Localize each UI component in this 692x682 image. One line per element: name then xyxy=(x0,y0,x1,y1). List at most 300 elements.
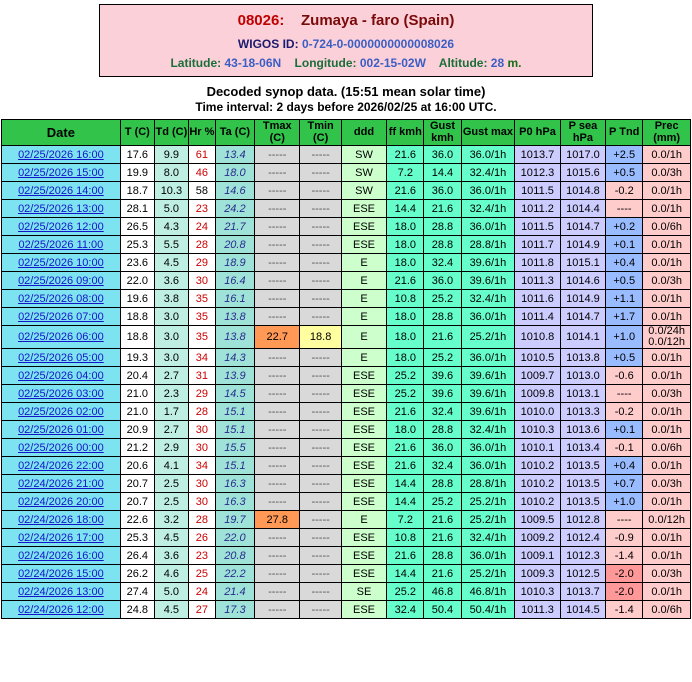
cell-pressure-sea: 1014.4 xyxy=(560,200,605,218)
table-row xyxy=(2,547,691,565)
cell-dewpoint: 3.2 xyxy=(154,511,188,529)
station-name: Zumaya - faro (Spain) xyxy=(301,12,455,29)
cell-wind-speed: 18.0 xyxy=(387,236,424,254)
cell-temperature: 19.3 xyxy=(120,349,154,367)
cell-precipitation: 0.0/1h xyxy=(643,529,691,547)
cell-apparent-temperature: 20.8 xyxy=(215,236,254,254)
cell-tmax: ----- xyxy=(255,218,300,236)
cell-tmax: ----- xyxy=(255,403,300,421)
row-date-link[interactable]: 02/25/2026 01:00 xyxy=(2,421,121,439)
cell-dewpoint: 5.5 xyxy=(154,236,188,254)
cell-humidity: 31 xyxy=(188,367,215,385)
cell-precipitation: 0.0/12h xyxy=(643,511,691,529)
row-date-link[interactable]: 02/24/2026 15:00 xyxy=(2,565,121,583)
latitude-value: 43-18-06N xyxy=(224,56,282,70)
cell-apparent-temperature: 13.8 xyxy=(215,326,254,349)
cell-pressure-sea: 1014.5 xyxy=(560,601,605,619)
cell-pressure-sea: 1013.5 xyxy=(560,457,605,475)
coords-line xyxy=(106,56,586,70)
table-row xyxy=(2,218,691,236)
cell-pressure-station: 1010.0 xyxy=(515,403,560,421)
cell-gust-max: 25.2/1h xyxy=(461,565,515,583)
table-row xyxy=(2,236,691,254)
cell-humidity: 58 xyxy=(188,182,215,200)
column-header-prec: Prec (mm) xyxy=(643,120,691,146)
cell-pressure-tendency: -0.6 xyxy=(606,367,643,385)
cell-tmin: ----- xyxy=(300,349,341,367)
cell-pressure-station: 1011.4 xyxy=(515,308,560,326)
table-row xyxy=(2,254,691,272)
cell-wind-speed: 14.4 xyxy=(387,565,424,583)
cell-temperature: 25.3 xyxy=(120,529,154,547)
cell-pressure-sea: 1013.7 xyxy=(560,583,605,601)
table-row xyxy=(2,583,691,601)
cell-tmin: ----- xyxy=(300,164,341,182)
cell-humidity: 27 xyxy=(188,601,215,619)
cell-apparent-temperature: 21.7 xyxy=(215,218,254,236)
cell-tmin: ----- xyxy=(300,475,341,493)
cell-apparent-temperature: 22.2 xyxy=(215,565,254,583)
column-header-ddd: ddd xyxy=(341,120,386,146)
cell-wind-speed: 21.6 xyxy=(387,182,424,200)
cell-pressure-tendency: ---- xyxy=(606,385,643,403)
row-date-link[interactable]: 02/25/2026 07:00 xyxy=(2,308,121,326)
cell-precipitation: 0.0/3h xyxy=(643,565,691,583)
cell-tmin: ----- xyxy=(300,254,341,272)
cell-temperature: 20.4 xyxy=(120,367,154,385)
cell-tmin: ----- xyxy=(300,385,341,403)
cell-gust: 21.6 xyxy=(424,529,461,547)
cell-pressure-sea: 1012.4 xyxy=(560,529,605,547)
cell-temperature: 22.6 xyxy=(120,511,154,529)
wigos-label: WIGOS ID: xyxy=(237,37,299,51)
cell-gust-max: 28.8/1h xyxy=(461,236,515,254)
cell-pressure-sea: 1014.6 xyxy=(560,272,605,290)
cell-wind-direction: E xyxy=(341,290,386,308)
cell-pressure-tendency: +0.5 xyxy=(606,164,643,182)
table-row xyxy=(2,421,691,439)
cell-tmax: ----- xyxy=(255,164,300,182)
cell-wind-direction: ESE xyxy=(341,565,386,583)
table-body xyxy=(2,146,691,619)
cell-wind-direction: ESE xyxy=(341,403,386,421)
altitude-value: 28 xyxy=(490,56,505,70)
cell-apparent-temperature: 14.6 xyxy=(215,182,254,200)
cell-precipitation: 0.0/3h xyxy=(643,272,691,290)
cell-wind-speed: 21.6 xyxy=(387,547,424,565)
cell-pressure-tendency: -2.0 xyxy=(606,583,643,601)
table-row xyxy=(2,290,691,308)
column-header-tmax: Tmax (C) xyxy=(255,120,300,146)
row-date-link[interactable]: 02/25/2026 02:00 xyxy=(2,403,121,421)
column-header-ptnd: P Tnd xyxy=(606,120,643,146)
cell-tmax: ----- xyxy=(255,529,300,547)
cell-precipitation: 0.0/1h xyxy=(643,457,691,475)
cell-pressure-station: 1009.3 xyxy=(515,565,560,583)
row-date-link[interactable]: 02/25/2026 16:00 xyxy=(2,146,121,164)
cell-gust: 36.0 xyxy=(424,182,461,200)
row-date-link[interactable]: 02/25/2026 08:00 xyxy=(2,290,121,308)
cell-wind-direction: SW xyxy=(341,182,386,200)
cell-pressure-tendency: -0.2 xyxy=(606,182,643,200)
row-date-link[interactable]: 02/25/2026 14:00 xyxy=(2,182,121,200)
cell-wind-speed: 25.2 xyxy=(387,583,424,601)
cell-gust: 21.6 xyxy=(424,565,461,583)
altitude-label: Altitude: xyxy=(438,56,488,70)
cell-temperature: 25.3 xyxy=(120,236,154,254)
longitude-label: Longitude: xyxy=(294,56,357,70)
cell-dewpoint: 3.0 xyxy=(154,349,188,367)
row-date-link[interactable]: 02/25/2026 04:00 xyxy=(2,367,121,385)
cell-gust-max: 32.4/1h xyxy=(461,421,515,439)
cell-temperature: 24.8 xyxy=(120,601,154,619)
cell-pressure-sea: 1012.8 xyxy=(560,511,605,529)
cell-gust: 28.8 xyxy=(424,475,461,493)
cell-tmin: ----- xyxy=(300,272,341,290)
cell-wind-direction: ESE xyxy=(341,439,386,457)
cell-humidity: 23 xyxy=(188,547,215,565)
cell-humidity: 30 xyxy=(188,475,215,493)
cell-tmin: ----- xyxy=(300,236,341,254)
cell-tmax: ----- xyxy=(255,254,300,272)
cell-pressure-station: 1011.6 xyxy=(515,290,560,308)
cell-apparent-temperature: 13.4 xyxy=(215,146,254,164)
cell-dewpoint: 4.5 xyxy=(154,254,188,272)
cell-wind-speed: 18.0 xyxy=(387,421,424,439)
cell-pressure-station: 1010.1 xyxy=(515,439,560,457)
cell-tmin: ----- xyxy=(300,308,341,326)
table-row xyxy=(2,146,691,164)
cell-gust: 21.6 xyxy=(424,200,461,218)
cell-pressure-tendency: +0.4 xyxy=(606,254,643,272)
cell-dewpoint: 3.6 xyxy=(154,547,188,565)
cell-pressure-station: 1010.5 xyxy=(515,349,560,367)
row-date-link[interactable]: 02/24/2026 13:00 xyxy=(2,583,121,601)
cell-apparent-temperature: 20.8 xyxy=(215,547,254,565)
table-row xyxy=(2,475,691,493)
cell-gust: 32.4 xyxy=(424,457,461,475)
cell-humidity: 23 xyxy=(188,200,215,218)
cell-tmax: ----- xyxy=(255,493,300,511)
cell-precipitation: 0.0/3h xyxy=(643,385,691,403)
cell-wind-speed: 32.4 xyxy=(387,601,424,619)
cell-precipitation: 0.0/1h xyxy=(643,254,691,272)
cell-humidity: 35 xyxy=(188,326,215,349)
table-row xyxy=(2,565,691,583)
cell-wind-direction: ESE xyxy=(341,385,386,403)
cell-apparent-temperature: 13.9 xyxy=(215,367,254,385)
cell-dewpoint: 4.5 xyxy=(154,601,188,619)
cell-precipitation: 0.0/24h 0.0/12h xyxy=(643,326,691,349)
cell-wind-speed: 7.2 xyxy=(387,164,424,182)
cell-tmin: ----- xyxy=(300,565,341,583)
cell-temperature: 21.0 xyxy=(120,385,154,403)
cell-gust-max: 32.4/1h xyxy=(461,164,515,182)
cell-dewpoint: 4.6 xyxy=(154,565,188,583)
cell-gust-max: 46.8/1h xyxy=(461,583,515,601)
row-date-link[interactable]: 02/24/2026 17:00 xyxy=(2,529,121,547)
table-row xyxy=(2,439,691,457)
cell-humidity: 28 xyxy=(188,236,215,254)
cell-gust-max: 36.0/1h xyxy=(461,439,515,457)
row-date-link[interactable]: 02/25/2026 00:00 xyxy=(2,439,121,457)
cell-humidity: 30 xyxy=(188,439,215,457)
cell-dewpoint: 2.3 xyxy=(154,385,188,403)
row-date-link[interactable]: 02/25/2026 15:00 xyxy=(2,164,121,182)
cell-wind-direction: ESE xyxy=(341,236,386,254)
cell-tmax: 27.8 xyxy=(255,511,300,529)
cell-pressure-sea: 1014.7 xyxy=(560,218,605,236)
cell-dewpoint: 4.5 xyxy=(154,529,188,547)
wigos-value: 0-724-0-0000000000008026 xyxy=(301,37,455,51)
cell-precipitation: 0.0/1h xyxy=(643,308,691,326)
cell-gust: 39.6 xyxy=(424,367,461,385)
row-date-link[interactable]: 02/25/2026 09:00 xyxy=(2,272,121,290)
row-date-link[interactable]: 02/24/2026 12:00 xyxy=(2,601,121,619)
altitude-unit: m. xyxy=(507,56,522,70)
cell-humidity: 28 xyxy=(188,403,215,421)
row-date-link[interactable]: 02/24/2026 18:00 xyxy=(2,511,121,529)
cell-pressure-station: 1010.3 xyxy=(515,583,560,601)
cell-gust: 39.6 xyxy=(424,385,461,403)
cell-gust-max: 28.8/1h xyxy=(461,475,515,493)
cell-humidity: 24 xyxy=(188,583,215,601)
column-header-gust-max: Gust max xyxy=(461,120,515,146)
synop-data-table xyxy=(1,119,691,619)
cell-gust: 28.8 xyxy=(424,421,461,439)
cell-temperature: 20.7 xyxy=(120,475,154,493)
table-row xyxy=(2,349,691,367)
cell-wind-direction: SE xyxy=(341,583,386,601)
cell-pressure-tendency: -1.4 xyxy=(606,601,643,619)
cell-gust: 28.8 xyxy=(424,547,461,565)
cell-apparent-temperature: 15.1 xyxy=(215,403,254,421)
cell-tmin: ----- xyxy=(300,403,341,421)
cell-precipitation: 0.0/3h xyxy=(643,475,691,493)
cell-gust-max: 50.4/1h xyxy=(461,601,515,619)
cell-tmax: ----- xyxy=(255,601,300,619)
column-header-td: Td (C) xyxy=(154,120,188,146)
row-date-link[interactable]: 02/25/2026 11:00 xyxy=(2,236,121,254)
cell-gust-max: 39.6/1h xyxy=(461,272,515,290)
cell-pressure-tendency: +0.5 xyxy=(606,349,643,367)
row-date-link[interactable]: 02/24/2026 22:00 xyxy=(2,457,121,475)
cell-precipitation: 0.0/1h xyxy=(643,367,691,385)
cell-apparent-temperature: 16.4 xyxy=(215,272,254,290)
cell-wind-speed: 18.0 xyxy=(387,218,424,236)
cell-apparent-temperature: 19.7 xyxy=(215,511,254,529)
cell-pressure-station: 1011.5 xyxy=(515,182,560,200)
cell-wind-direction: E xyxy=(341,326,386,349)
cell-gust: 21.6 xyxy=(424,326,461,349)
table-row xyxy=(2,511,691,529)
table-row xyxy=(2,308,691,326)
cell-wind-direction: E xyxy=(341,254,386,272)
cell-pressure-station: 1011.3 xyxy=(515,272,560,290)
cell-gust-max: 32.4/1h xyxy=(461,290,515,308)
cell-pressure-station: 1009.7 xyxy=(515,367,560,385)
cell-pressure-tendency: -2.0 xyxy=(606,565,643,583)
row-date-link[interactable]: 02/24/2026 16:00 xyxy=(2,547,121,565)
cell-gust-max: 36.0/1h xyxy=(461,146,515,164)
cell-temperature: 23.6 xyxy=(120,254,154,272)
cell-temperature: 20.7 xyxy=(120,493,154,511)
cell-wind-direction: ESE xyxy=(341,457,386,475)
cell-pressure-tendency: +1.7 xyxy=(606,308,643,326)
cell-humidity: 34 xyxy=(188,349,215,367)
cell-gust: 21.6 xyxy=(424,511,461,529)
cell-wind-speed: 21.6 xyxy=(387,272,424,290)
table-row xyxy=(2,403,691,421)
cell-apparent-temperature: 15.5 xyxy=(215,439,254,457)
cell-tmin: ----- xyxy=(300,218,341,236)
cell-apparent-temperature: 15.1 xyxy=(215,457,254,475)
cell-humidity: 30 xyxy=(188,272,215,290)
cell-pressure-sea: 1013.6 xyxy=(560,421,605,439)
cell-gust-max: 36.0/1h xyxy=(461,308,515,326)
cell-temperature: 21.0 xyxy=(120,403,154,421)
row-date-link[interactable]: 02/24/2026 20:00 xyxy=(2,493,121,511)
cell-pressure-sea: 1012.3 xyxy=(560,547,605,565)
cell-pressure-station: 1011.2 xyxy=(515,200,560,218)
cell-wind-speed: 21.6 xyxy=(387,403,424,421)
cell-pressure-sea: 1014.1 xyxy=(560,326,605,349)
cell-tmin: ----- xyxy=(300,146,341,164)
cell-dewpoint: 3.0 xyxy=(154,326,188,349)
cell-pressure-sea: 1013.1 xyxy=(560,385,605,403)
cell-tmin: ----- xyxy=(300,493,341,511)
cell-dewpoint: 3.6 xyxy=(154,272,188,290)
cell-dewpoint: 5.0 xyxy=(154,583,188,601)
cell-pressure-sea: 1013.5 xyxy=(560,493,605,511)
cell-temperature: 21.2 xyxy=(120,439,154,457)
cell-apparent-temperature: 16.3 xyxy=(215,493,254,511)
cell-apparent-temperature: 22.0 xyxy=(215,529,254,547)
cell-dewpoint: 3.0 xyxy=(154,308,188,326)
cell-apparent-temperature: 14.5 xyxy=(215,385,254,403)
cell-wind-direction: ESE xyxy=(341,493,386,511)
cell-tmax: ----- xyxy=(255,200,300,218)
cell-tmax: ----- xyxy=(255,349,300,367)
cell-pressure-station: 1013.7 xyxy=(515,146,560,164)
cell-precipitation: 0.0/6h xyxy=(643,218,691,236)
cell-gust: 25.2 xyxy=(424,349,461,367)
row-date-link[interactable]: 02/25/2026 12:00 xyxy=(2,218,121,236)
cell-wind-speed: 10.8 xyxy=(387,290,424,308)
cell-pressure-tendency: +0.1 xyxy=(606,236,643,254)
cell-humidity: 29 xyxy=(188,385,215,403)
cell-temperature: 19.9 xyxy=(120,164,154,182)
cell-tmin: ----- xyxy=(300,439,341,457)
row-date-link[interactable]: 02/25/2026 13:00 xyxy=(2,200,121,218)
cell-precipitation: 0.0/1h xyxy=(643,421,691,439)
cell-pressure-tendency: ---- xyxy=(606,511,643,529)
latitude-label: Latitude: xyxy=(170,56,222,70)
cell-pressure-sea: 1015.1 xyxy=(560,254,605,272)
cell-pressure-tendency: +1.0 xyxy=(606,493,643,511)
cell-humidity: 30 xyxy=(188,421,215,439)
cell-dewpoint: 3.8 xyxy=(154,290,188,308)
cell-pressure-sea: 1013.5 xyxy=(560,475,605,493)
station-id: 08026: xyxy=(237,12,285,29)
cell-dewpoint: 2.5 xyxy=(154,493,188,511)
cell-wind-speed: 18.0 xyxy=(387,326,424,349)
cell-gust-max: 36.0/1h xyxy=(461,349,515,367)
cell-wind-direction: ESE xyxy=(341,601,386,619)
cell-gust-max: 25.2/1h xyxy=(461,511,515,529)
cell-wind-speed: 18.0 xyxy=(387,254,424,272)
column-header-date: Date xyxy=(2,120,121,146)
cell-gust: 14.4 xyxy=(424,164,461,182)
cell-pressure-tendency: -0.9 xyxy=(606,529,643,547)
row-date-link[interactable]: 02/24/2026 21:00 xyxy=(2,475,121,493)
cell-apparent-temperature: 16.1 xyxy=(215,290,254,308)
cell-pressure-sea: 1017.0 xyxy=(560,146,605,164)
cell-tmax: ----- xyxy=(255,367,300,385)
cell-tmin: ----- xyxy=(300,547,341,565)
cell-tmax: ----- xyxy=(255,457,300,475)
cell-tmin: ----- xyxy=(300,182,341,200)
cell-precipitation: 0.0/1h xyxy=(643,200,691,218)
cell-dewpoint: 4.3 xyxy=(154,218,188,236)
table-row xyxy=(2,326,691,349)
row-date-link[interactable]: 02/25/2026 03:00 xyxy=(2,385,121,403)
cell-wind-direction: ESE xyxy=(341,529,386,547)
cell-temperature: 28.1 xyxy=(120,200,154,218)
cell-pressure-station: 1010.2 xyxy=(515,457,560,475)
cell-precipitation: 0.0/1h xyxy=(643,236,691,254)
cell-tmax: ----- xyxy=(255,290,300,308)
cell-gust: 25.2 xyxy=(424,290,461,308)
cell-dewpoint: 1.7 xyxy=(154,403,188,421)
cell-gust: 28.8 xyxy=(424,308,461,326)
cell-pressure-station: 1012.3 xyxy=(515,164,560,182)
cell-wind-direction: ESE xyxy=(341,218,386,236)
cell-precipitation: 0.0/1h xyxy=(643,349,691,367)
cell-wind-direction: SW xyxy=(341,164,386,182)
cell-humidity: 29 xyxy=(188,254,215,272)
column-header-hr: Hr % xyxy=(188,120,215,146)
cell-pressure-sea: 1013.8 xyxy=(560,349,605,367)
cell-temperature: 18.8 xyxy=(120,326,154,349)
cell-tmin: ----- xyxy=(300,529,341,547)
cell-wind-direction: ESE xyxy=(341,200,386,218)
cell-temperature: 27.4 xyxy=(120,583,154,601)
cell-gust: 36.0 xyxy=(424,146,461,164)
cell-tmin: ----- xyxy=(300,421,341,439)
cell-temperature: 26.5 xyxy=(120,218,154,236)
cell-temperature: 18.8 xyxy=(120,308,154,326)
row-date-link[interactable]: 02/25/2026 06:00 xyxy=(2,326,121,349)
longitude-value: 002-15-02W xyxy=(359,56,426,70)
cell-dewpoint: 2.9 xyxy=(154,439,188,457)
cell-dewpoint: 5.0 xyxy=(154,200,188,218)
column-header-gust: Gust kmh xyxy=(424,120,461,146)
table-row xyxy=(2,367,691,385)
cell-gust-max: 39.6/1h xyxy=(461,367,515,385)
cell-pressure-station: 1011.3 xyxy=(515,601,560,619)
cell-tmax: ----- xyxy=(255,236,300,254)
cell-precipitation: 0.0/6h xyxy=(643,601,691,619)
cell-tmax: ----- xyxy=(255,182,300,200)
row-date-link[interactable]: 02/25/2026 10:00 xyxy=(2,254,121,272)
cell-pressure-station: 1011.8 xyxy=(515,254,560,272)
station-info-box xyxy=(99,4,593,77)
row-date-link[interactable]: 02/25/2026 05:00 xyxy=(2,349,121,367)
cell-gust-max: 39.6/1h xyxy=(461,254,515,272)
column-header-p0: P0 hPa xyxy=(515,120,560,146)
cell-wind-speed: 14.4 xyxy=(387,200,424,218)
